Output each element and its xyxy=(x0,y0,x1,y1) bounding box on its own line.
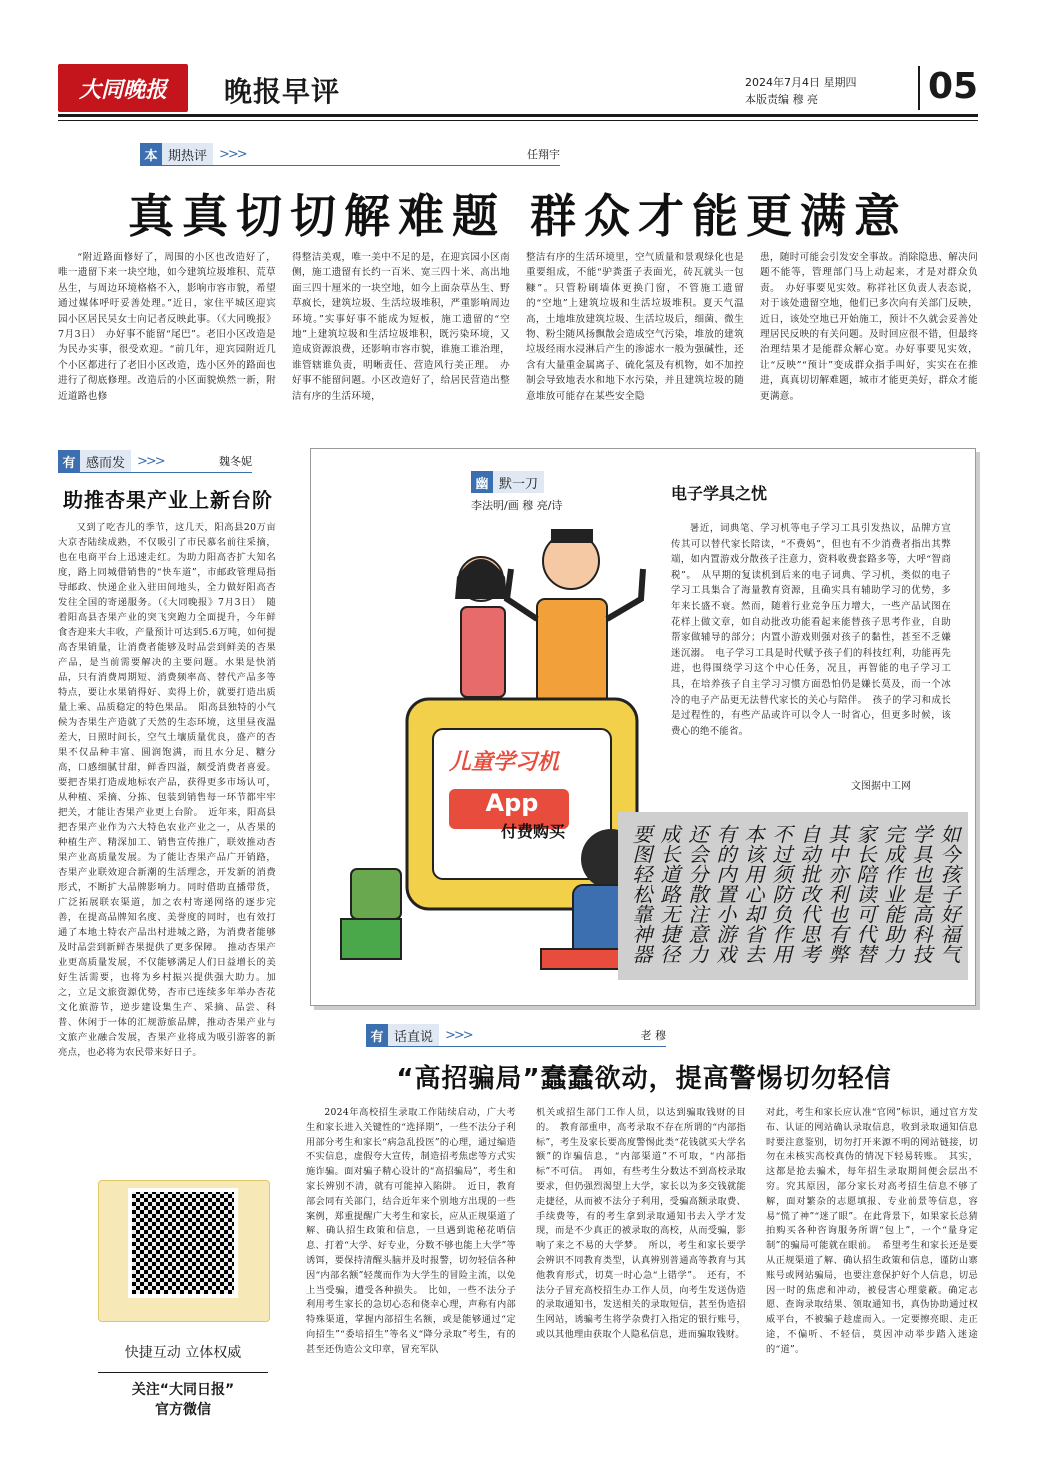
masthead-thin-rule xyxy=(58,120,978,121)
poem-line: 完成作业能助力 xyxy=(881,824,905,964)
article1-author: 任翔宇 xyxy=(527,148,560,161)
article1-col1: “附近路面修好了，周围的小区也改造好了，唯一遗留下来一块空地，如今建筑垃圾堆积、荒草丛生，与周边环境格格不入，影响市容市貌，希望通过媒体呼吁妥善处理。”近日，家住平城区迎宾园小区居民吴女士向记者反映此事。（《大同晚报》7月3日） 办好事不能留“尾巴”。老旧小区改造是为民办实事，很受欢迎。“前几年，迎宾园附近几个小区都进行了老旧小区改造，选小区外的路面也进行了彻底修理。改造后的小区面貌焕然一新，附近道路也修 xyxy=(58,252,276,402)
article1-tag-first: 本 xyxy=(140,143,162,165)
sign-app: App xyxy=(485,789,539,817)
page-editor: 本版责编 穆 亮 xyxy=(745,93,818,106)
double-chevron-icon: >>> xyxy=(445,1027,472,1043)
poem-line: 本该用心却省去 xyxy=(741,824,765,964)
date-line xyxy=(745,74,857,108)
poem-line: 学具也是高科技 xyxy=(909,824,933,964)
poem-line: 其中亦利也有弊 xyxy=(825,824,849,964)
page-number: 05 xyxy=(928,66,979,107)
book-stack-left xyxy=(341,919,401,959)
poem-box xyxy=(618,812,968,980)
page-separator xyxy=(918,66,920,110)
cartoon-text: 暑近，词典笔、学习机等电子学习工具引发热议，品牌方宣传其可以替代家长陪读，“不费妈”，但也有不少消费者指出其弊端，如内置游戏分散孩子注意力，资料收费套路多等，大呼“智商税”。 从早期的复读机到后来的电子词典、学习机，类似的电子学习工具集合了海量教育资源，且确实具有辅助学习的优势，多年来长盛不衰。然而，随着行业竞争压力增大，一些产品试图在花样上做文章，如自动批改功能看起来能替孩子思考作业，自助帮家做辅导的部分；内置小游戏则强对孩子的黏性，甚至不乏嫌迷沉溺。 电子学习工具是时代赋予孩子们的科技红利，功能再先进，也得围绕学习这个中心任务，况且，再智能的电子学习工具，在培养孩子自主学习习惯方面恐怕仍是嫌长莫及，而一个冰冷的电子产品更无法替代家长的关心与陪伴。 孩子的学习和成长是过程性的，有些产品或许可以令人一时省心，但更多时候，该费心的绝不能省。 xyxy=(671,523,951,737)
newspaper-logo: 大同晚报 xyxy=(58,64,188,112)
article3-headline: “高招骗局”蠢蠢欲动，提高警惕切勿轻信 xyxy=(396,1064,892,1094)
double-chevron-icon: >>> xyxy=(219,146,246,162)
article3-tag-first: 有 xyxy=(366,1024,388,1046)
article3-tag-rest: 话直说 xyxy=(388,1024,439,1046)
article3-col1: 2024年高校招生录取工作陆续启动，广大考生和家长进入关键性的“选择期”，一些不法分子利用部分考生和家长“病急乱投医”的心理，通过编造不实信息，虚假夸大宣传，制造招考焦虑等方式实施诈骗。面对骗子精心设计的“高招骗局”，考生和家长辨别不清，就有可能掉入陷阱。 近日，教育部会同有关部门，结合近年来个别地方出现的一些案例，郑重提醒广大考生和家长，应从正规渠道了解、确认招生政策和信息，一旦遇到诡秘花哨信息、打着“大学、好专业，分数不够也能上大学”等诱饵，要保持清醒头脑并及时报警，切勿轻信各种因“内部名额”轻蔑而作为大学生的冒险主流，以免上当受骗，遭受各种损失。 比如，一些不法分子利用考生家长的急切心态和侥幸心理，声称有内部特殊渠道，掌握内部招生名额，或是能够通过“定向招生”“委培招生”等名义“降分录取”考生，有的甚至还伪造公文印章，冒充军队 xyxy=(306,1107,516,1355)
follow-text xyxy=(98,1380,268,1420)
article1-headline: 真真切切解难题 群众才能更满意 xyxy=(127,189,908,243)
schoolbag xyxy=(351,869,401,919)
promo-divider xyxy=(98,1372,268,1373)
article2-headline: 助推杏果产业上新台阶 xyxy=(63,488,273,512)
sign-paid: 付费购买 xyxy=(501,822,566,841)
poem-line: 成长道路无捷径 xyxy=(657,824,681,964)
cartoon-credits: 李法明/画 穆 亮/诗 xyxy=(471,499,563,512)
article1-col4: 患，随时可能会引发安全事故。消除隐患、解决问题不能等，管理部门马上动起来，才是对群众负责。 办好事要见实效。称祥社区负责人表态说，对于该处遗留空地，他们已多次向有关部门反映，近日，该处空地已开始施工，预计不久就会妥善处理居民反映的有关问题。及时回应很不错，但最终治理结果才是能群众解心宽。办好事要见实效，让“反映”“预计”变成群众指手叫好，实实在在推进，真真切切解难题，城市才能更美好，群众才能更满意。 xyxy=(760,252,978,402)
qr-code[interactable] xyxy=(128,1188,238,1298)
article2-tag-line xyxy=(58,472,252,473)
article2-tag-rest: 感而发 xyxy=(80,450,131,472)
article2-body: 又到了吃杏儿的季节，这几天，阳高县20万亩大京杏陆续成熟，不仅吸引了市民慕名前往采摘，也在电商平台上迅速走红。为助力阳高杏扩大知名度，路上同城借销售的“快车道”，市邮政管理局指导邮政、快递企业入驻田间地头，全力做好阳高杏发往全国的寄递服务。（《大同晚报》7月3日） 随着阳高县杏果产业的突飞突跑力全面提升，今年鲜食杏迎来大丰收，产量预计可达到5.6万吨，如何提高杏果销量，让消费者能够及时品尝到鲜美的杏果产品，是当前需要解决的主要问题。水果是快消品，只有消费周期短、消费频率高、替代产品多等特点，要让水果销得好、卖得上价，就要打造出质量上乘、品质稳定的特色果品。 阳高县独特的小气候为杏果生产造就了天然的生态环境，这里昼夜温差大，日照时间长，空气土壤质量优良，盛产的杏果不仅品种丰富、圆润饱满，而且水分足、糖分高，口感细腻甘甜，鲜香四溢，颇受消费者喜爱。要把杏果打造成地标农产品，获得更多市场认可，从种植、采摘、分拣、包装到销售每一环节都牢牢把关，才能让杏果产业更上台阶。 近年来，阳高县把杏果产业作为六大特色农业产业之一，从杏果的种植生产、精深加工、销售宣传推广，联效推动杏果产业高质量发展。为了能让杏果产品广开销路，杏果产业联效迎合新潮的生活理念，开发新的消费形式，不断扩大品牌影响力。同时借助直播带货，广泛拓展联农渠道，加之农村寄递网络的逐步完善，在提高品牌知名度、美誉度的同时，也有效打通了本地土特农产品出村进城之路，为消费者能够及时品尝到新鲜杏果提供了更多保障。 推动杏果产业更高质量发展，不仅能够满足人们日益增长的美好生活需要，也将为乡村振兴提供强大助力。加之，立足文旅资源优势，杏市已连续多年举办杏花文化旅游节，逆步建设集生产、采摘、品尝、科普、休闲于一体的汇规游旅品牌，推动杏果产业与文旅产业融合发展，杏果产业将成为吸引游客的新亮点，也必将为农民带来好日子。 xyxy=(58,522,276,1058)
woman-body xyxy=(461,607,505,697)
masthead-rule xyxy=(58,114,978,117)
article1-tag-rest: 期热评 xyxy=(162,143,213,165)
poem-line: 如今孩子好福气 xyxy=(937,824,961,964)
double-chevron-icon: >>> xyxy=(137,453,164,469)
article2-author: 魏冬妮 xyxy=(219,455,252,468)
follow-line2: 官方微信 xyxy=(155,1402,211,1418)
cartoon-tag-first: 幽 xyxy=(471,471,493,493)
follow-line1: 关注“大同日报” xyxy=(131,1382,235,1398)
cartoon-tag-rest: 默一刀 xyxy=(493,471,544,493)
cartoon-source: 文图据中工网 xyxy=(851,781,911,792)
article3-author: 老 穆 xyxy=(640,1029,666,1042)
poem-line: 要图轻松靠神器 xyxy=(629,824,653,964)
poem-line: 自动批改代思考 xyxy=(797,824,821,964)
sign-title: 儿童学习机 xyxy=(449,750,560,775)
cartoon-title: 电子学具之忧 xyxy=(671,484,768,503)
section-name: 晚报早评 xyxy=(224,75,341,108)
cartoon-column-tag xyxy=(471,471,581,493)
adult-hair xyxy=(551,529,593,543)
article1-tag-line xyxy=(140,165,560,166)
poem-line: 有的内置小游戏 xyxy=(713,824,737,964)
qr-caption: 快捷互动 立体权威 xyxy=(124,1345,242,1361)
article3-tag-line xyxy=(366,1046,666,1047)
poem-line: 还会分散注意力 xyxy=(685,824,709,964)
article1-col2: 得整洁美观，唯一美中不足的是，在迎宾园小区南侧，施工遗留有长约一百米、宽三四十米、高出地面三四十厘米的一块空地，如今上面杂草丛生、野草疯长，建筑垃圾、生活垃圾堆积，严重影响周边环境。”实事好事不能成为短板，施工遗留的“空地”上建筑垃圾和生活垃圾堆积，既污染环境，又造成资源浪费，还影响市容市貌，谁施工谁治理，谁管辖谁负责，明晰责任、营造风行美正理。 办好事不能留问题。小区改造好了，给居民营造出整洁有序的生活环境， xyxy=(292,252,510,402)
article3-col3: 对此，考生和家长应认准“官网”标识，通过官方发布、认证的网站确认录取信息，收到录取通知信息时要注意鉴别，切勿打开来源不明的网站链接，切勿在未核实高校真伪的情况下轻易转账。 其实，这都是抢去骗术，每年招生录取期间便会层出不穷。究其原因，部分家长对高考招生信息不够了解，面对繁杂的志愿填报、专业前景等信息，容易“慌了神”“迷了眼”。在此背景下，如果家长总猜拍购买各种咨询服务所谓“包上”，一个“量身定制”的骗局可能就在眼前。 希望考生和家长还是要从正规渠道了解、确认招生政策和信息，谨防山寨账号或网站骗局，也要注意保护好个人信息，切忌因一时的焦虑和冲动，被侵害心理蒙蔽。确定志愿、查询录取结果、领取通知书，真伪协助通过权威平台，不被骗子趁虚而入。一定要擦亮眼、走正途，不偏听、不轻信，莫因冲动举步踏入迷途的“道”。 xyxy=(766,1107,978,1355)
article3-column-tag xyxy=(366,1024,666,1046)
poem-line: 不过须防负作用 xyxy=(769,824,793,964)
poem-line: 家长陪读可代替 xyxy=(853,824,877,964)
issue-date: 2024年7月4日 星期四 xyxy=(745,76,857,89)
article1-col3: 整洁有序的生活环境里，空气质量和景观绿化也是重要组成，不能“驴粪蛋子表面光，砖瓦就头一包糠”。只管粉刷墙体更换门窗，不管施工遗留的“空地”上建筑垃圾和生活垃圾堆积。夏天气温高，土地堆放建筑垃圾、生活垃圾后，细菌、微生物、粉尘随风扬飘散会造成空气污染，堆放的建筑垃圾经雨水浸淋后产生的渗滤水一般为强碱性，还含有大量重金属离子、硫化氢及有机物，如不加控制会导致地表水和地下水污染，并且建筑垃圾的随意堆放可能存在某些安全隐 xyxy=(526,252,744,402)
article2-tag-first: 有 xyxy=(58,450,80,472)
article2-column-tag xyxy=(58,450,252,472)
article3-col2: 机关或招生部门工作人员，以达到骗取钱财的目的。 教育部重申，高考录取不存在所谓的“内部指标”，考生及家长要高度警惕此类“花钱就买大学名额”的诈骗信息，“内部渠道”不可取，“内部指标”不可信。 再如，有些考生分数达不到高校录取要求，但仍强烈渴望上大学，家长以为多交钱就能走捷径，从而被不法分子利用，受骗高额录取费、手续费等，有的考生拿到录取通知书去入学才发现，而是不少真正的被录取的高校，从而受骗，影响了来之不易的大学梦。 所以，考生和家长要学会辨识不同教育类型，认真辨别普通高等教育与其他教育形式，切莫一时心急“上错学”。 还有，不法分子冒充高校招生办工作人员，向考生发送伪造的录取通知书，发送相关的录取短信，甚至伪造招生网站，诱骗考生将学杂费打入指定的银行账号，或以其他理由获取个人隐私信息，进而骗取钱财。 xyxy=(536,1107,746,1340)
article1-column-tag xyxy=(140,143,560,165)
